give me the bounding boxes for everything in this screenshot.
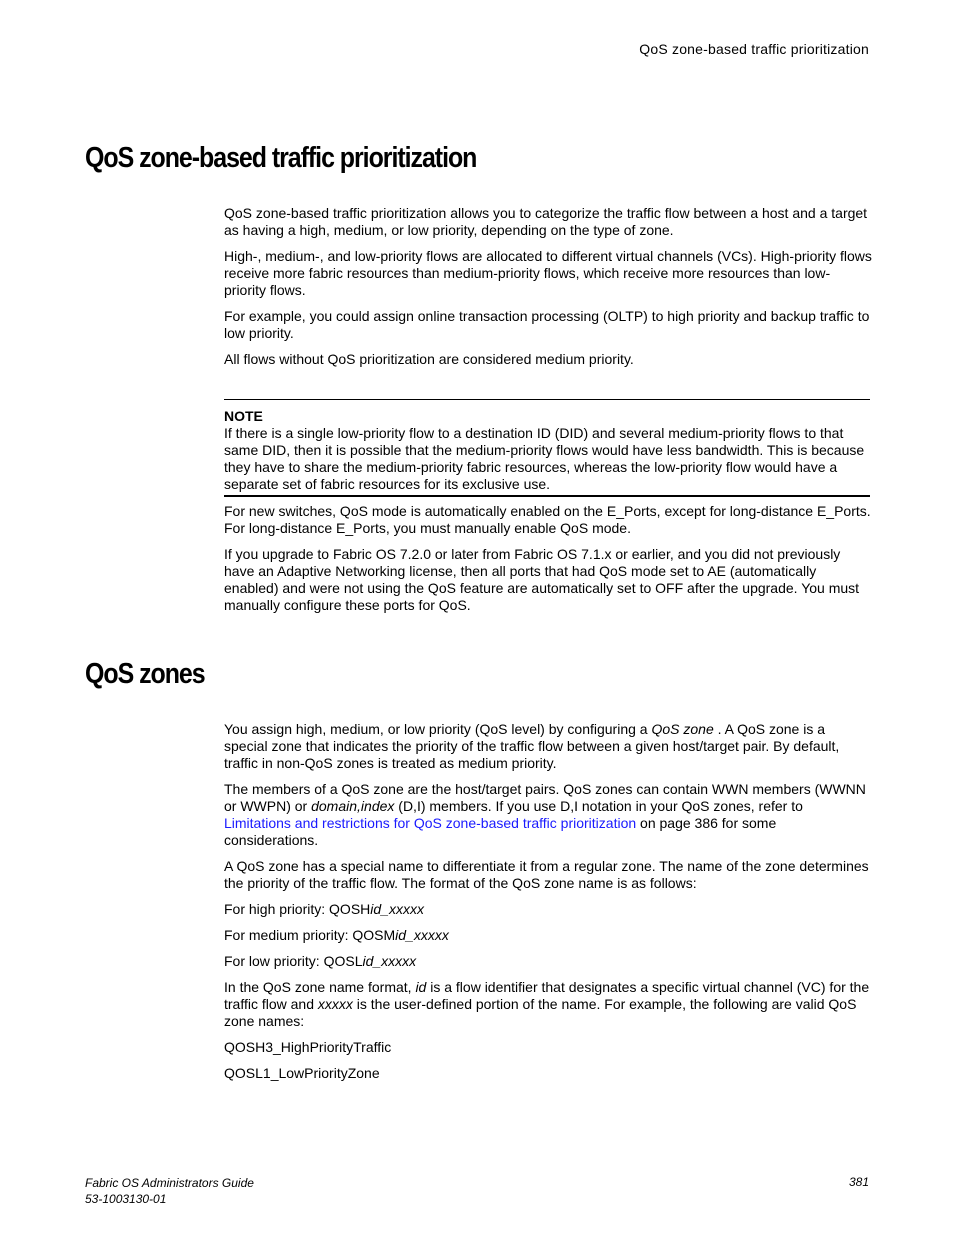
section-title-qos-prioritization: QoS zone-based traffic prioritization — [85, 142, 477, 174]
footer-page-number: 381 — [848, 1175, 869, 1189]
medium-priority-format: For medium priority: QOSMid_xxxxx — [224, 927, 449, 943]
high-priority-format: For high priority: QOSHid_xxxxx — [224, 901, 424, 917]
section2-body — [224, 721, 872, 1091]
paragraph: For new switches, QoS mode is automatically enabled on the E_Ports, except for long-distance E_Ports. For long-distance E_Ports, you must manually enable QoS mode. — [224, 503, 871, 536]
paragraph: You assign high, medium, or low priority (QoS level) by configuring a QoS zone . A QoS zone is a special zone that indicates the priority of the traffic flow between a given host/target pair. By default, traffic in non-QoS zones is treated as medium priority. — [224, 721, 840, 771]
paragraph: If you upgrade to Fabric OS 7.2.0 or later from Fabric OS 7.1.x or earlier, and you did not previously have an Adaptive Networking license, then all ports that had QoS mode set to AE (automatically enabled) and were not using the QoS feature are automatically set to OFF after the upgrade. You must manually configure these ports for QoS. — [224, 546, 860, 613]
example-zone-name: QOSH3_HighPriorityTraffic — [224, 1039, 392, 1055]
footer-doc-number: 53-1003130-01 — [85, 1192, 167, 1206]
low-priority-format: For low priority: QOSLid_xxxxx — [224, 953, 417, 969]
section-title-qos-zones: QoS zones — [85, 658, 205, 690]
section1-body-after-note — [224, 503, 872, 623]
note-text: If there is a single low-priority flow to a destination ID (DID) and several medium-priority flows to that same DID, then it is possible that the medium-priority flows would have less bandwidth. This is because they have to share the medium-priority fabric resources, whereas the low-priority flow would have a separate set of fabric resources for its exclusive use. — [224, 425, 865, 492]
paragraph: For example, you could assign online transaction processing (OLTP) to high priority and backup traffic to low priority. — [224, 308, 870, 341]
paragraph: QoS zone-based traffic prioritization allows you to categorize the traffic flow between a host and a target as having a high, medium, or low priority, depending on the type of zone. — [224, 205, 868, 238]
footer-doc-info — [85, 1175, 254, 1207]
paragraph: In the QoS zone name format, id is a flow identifier that designates a specific virtual channel (VC) for the traffic flow and xxxxx is the user-defined portion of the name. For example, the following are valid QoS zone names: — [224, 979, 870, 1029]
note-box — [224, 399, 870, 497]
paragraph: A QoS zone has a special name to differentiate it from a regular zone. The name of the zone determines the priority of the traffic flow. The format of the QoS zone name is as follows: — [224, 858, 869, 891]
paragraph: The members of a QoS zone are the host/target pairs. QoS zones can contain WWN members (WWNN or WWPN) or domain,index (D,I) members. If you use D,I notation in your QoS zones, refer to Limitations and restrictions for QoS zone-based traffic prioritization on page 386 for some considerations. — [224, 781, 866, 848]
note-label: NOTE — [224, 408, 263, 424]
example-zone-name: QOSL1_LowPriorityZone — [224, 1065, 380, 1081]
paragraph: High-, medium-, and low-priority flows are allocated to different virtual channels (VCs). High-priority flows receive more fabric resources than medium-priority flows, which receive more resources than low-priority flows. — [224, 248, 872, 298]
xref-limitations-link[interactable]: Limitations and restrictions for QoS zone-based traffic prioritization — [224, 815, 637, 831]
section1-body — [224, 205, 872, 377]
running-header: QoS zone-based traffic prioritization — [639, 41, 869, 57]
footer-doc-title: Fabric OS Administrators Guide — [85, 1176, 254, 1190]
paragraph: All flows without QoS prioritization are considered medium priority. — [224, 351, 634, 367]
